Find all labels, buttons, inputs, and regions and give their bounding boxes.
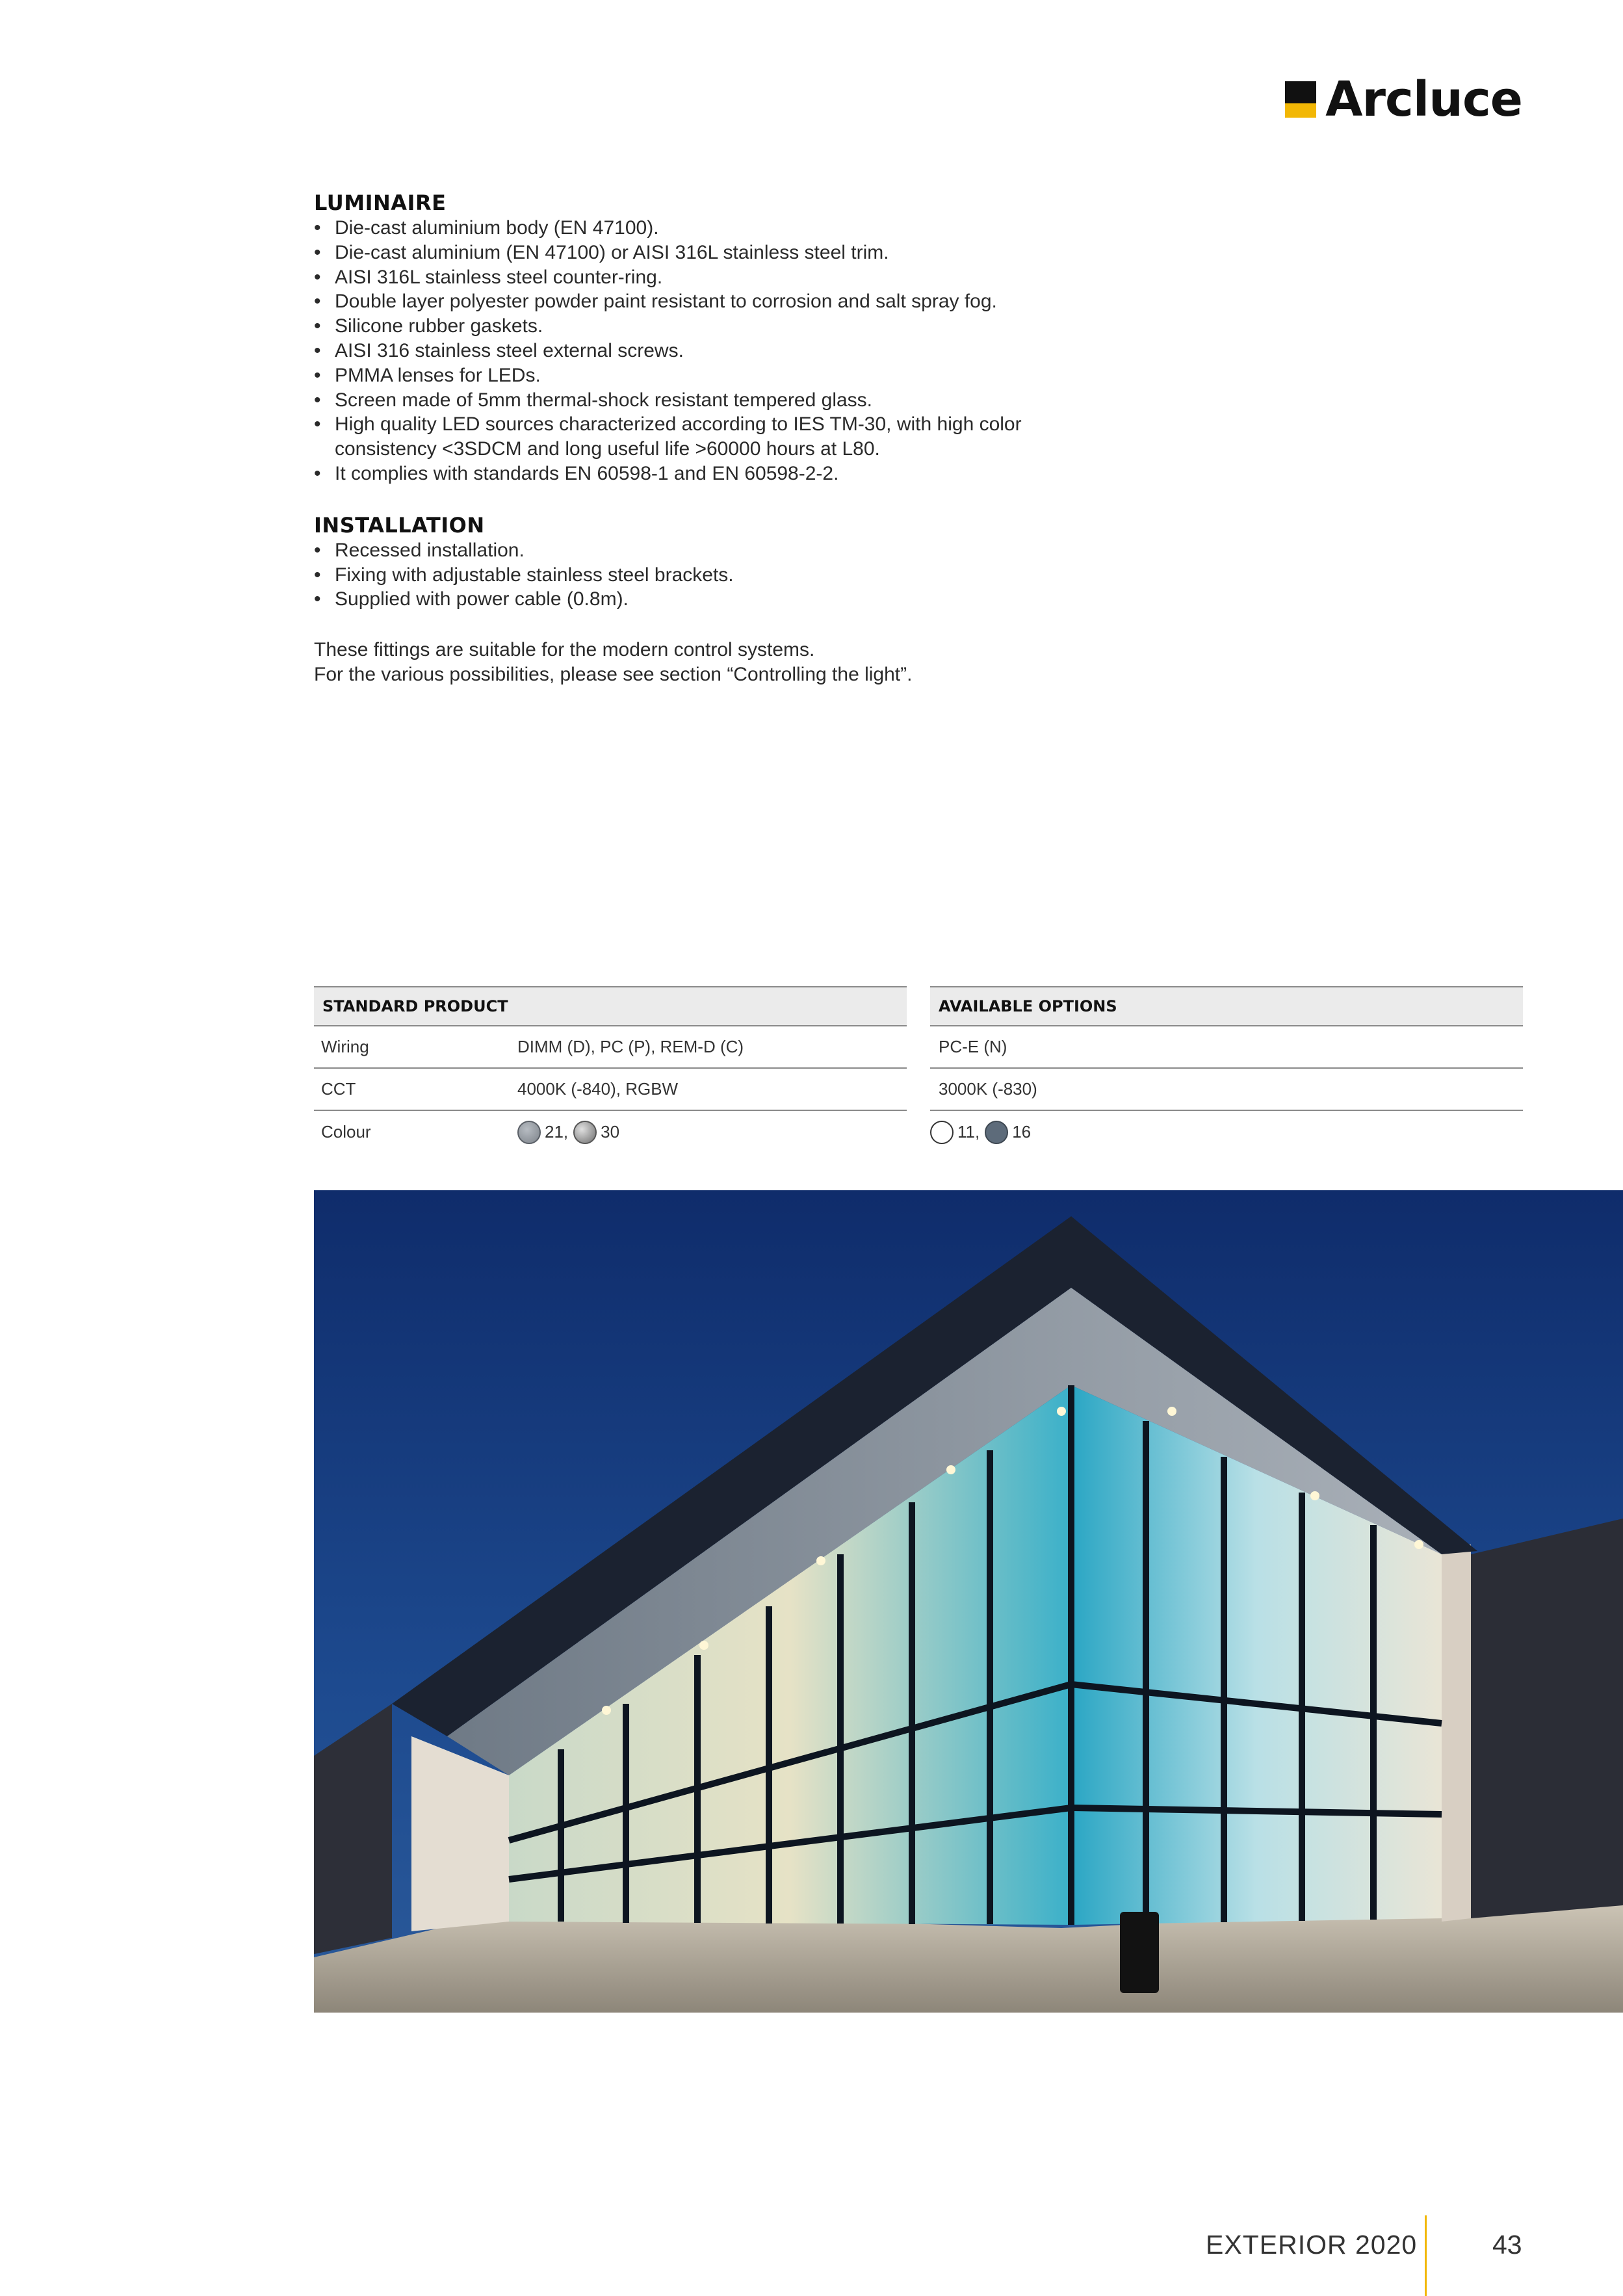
list-item: • Screen made of 5mm thermal-shock resistant tempered glass. [314, 388, 1081, 413]
wiring-option-value: PC-E (N) [939, 1037, 1007, 1056]
colour-swatch-icon [985, 1121, 1008, 1144]
list-item: • AISI 316L stainless steel counter-ring. [314, 265, 1081, 290]
table-row [314, 1069, 907, 1111]
page-number: 43 [1492, 2230, 1522, 2260]
list-item: • AISI 316 stainless steel external screws. [314, 339, 1081, 363]
wiring-label: Wiring [321, 1037, 369, 1056]
brand-name: Arcluce [1325, 72, 1522, 127]
colour-value [510, 1121, 625, 1144]
footer-divider [1425, 2215, 1427, 2296]
table-row [314, 1111, 907, 1153]
luminaire-list [314, 216, 1081, 486]
colour-code: 16 [1012, 1122, 1032, 1141]
table-row [930, 1026, 1523, 1069]
colour-code: 30 [601, 1122, 620, 1141]
standard-product-header: STANDARD PRODUCT [314, 986, 907, 1026]
list-item: • PMMA lenses for LEDs. [314, 363, 1081, 388]
colour-swatch-icon [517, 1121, 541, 1144]
luminaire-heading: LUMINAIRE [314, 190, 447, 215]
spec-text [314, 190, 1081, 687]
table-row [930, 1069, 1523, 1111]
cct-label: CCT [321, 1079, 356, 1099]
colour-code: 21, [545, 1122, 569, 1141]
list-item: • High quality LED sources characterized according to IES TM-30, with high color consistency <3SDCM and long useful life >60000 hours at L80. [314, 412, 1040, 462]
table-row [930, 1111, 1523, 1153]
brand-logo [1285, 73, 1522, 125]
available-options-header: AVAILABLE OPTIONS [930, 986, 1523, 1026]
available-options-table [930, 986, 1523, 1153]
wiring-value: DIMM (D), PC (P), REM-D (C) [517, 1037, 744, 1056]
list-item: • Recessed installation. [314, 538, 1081, 563]
list-item: • Silicone rubber gaskets. [314, 314, 1081, 339]
logo-mark-icon [1285, 81, 1316, 118]
list-item: • Fixing with adjustable stainless steel brackets. [314, 563, 1081, 588]
installation-heading: INSTALLATION [314, 512, 485, 538]
list-item: • Double layer polyester powder paint resistant to corrosion and salt spray fog. [314, 289, 1081, 314]
section-label: EXTERIOR 2020 [1206, 2230, 1418, 2260]
colour-label: Colour [321, 1122, 371, 1141]
list-item: • It complies with standards EN 60598-1 and EN 60598-2-2. [314, 462, 1081, 486]
standard-product-table [314, 986, 907, 1153]
colour-code: 11, [957, 1122, 980, 1141]
control-note-line1: These fittings are suitable for the modern control systems. [314, 639, 815, 661]
colour-swatch-icon [573, 1121, 597, 1144]
list-item: • Die-cast aluminium (EN 47100) or AISI 316L stainless steel trim. [314, 241, 1081, 265]
list-item: • Supplied with power cable (0.8m). [314, 587, 1081, 612]
list-item: • Die-cast aluminium body (EN 47100). [314, 216, 1081, 241]
colour-option-value [930, 1121, 1036, 1144]
colour-swatch-icon [930, 1121, 954, 1144]
control-note-line2: For the various possibilities, please see section “Controlling the light”. [314, 663, 913, 685]
cct-option-value: 3000K (-830) [939, 1079, 1037, 1099]
building-photo [314, 1190, 1623, 2013]
installation-list [314, 538, 1081, 612]
table-row [314, 1026, 907, 1069]
cct-value: 4000K (-840), RGBW [517, 1079, 679, 1099]
